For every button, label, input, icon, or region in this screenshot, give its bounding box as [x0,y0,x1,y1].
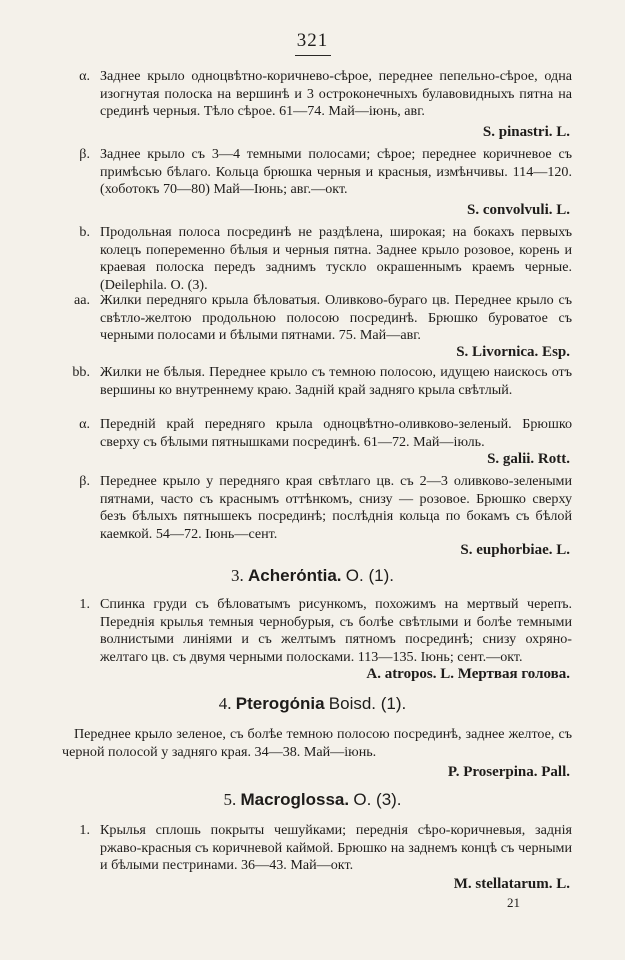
genus-author: Boisd. (1). [328,694,407,713]
key-entry-text: Передній край передняго крыла одноцвѣтно-оливково-зеленый. Брюшко сверху съ бѣлыми пятнышками посрединѣ. 61—72. Май—іюль. [100,416,572,450]
entry-marker: α. [79,68,90,84]
key-entry-text: Заднее крыло съ 3—4 темными полосами; сѣрое; переднее коричневое съ примѣсью бѣлаго. Кольца брюшка черныя и красныя, измѣнчивы. 114—120. (хоботокъ 70—80) Май—Іюнь; авг.—окт. [100,146,572,198]
species-name: P. Proserpina. Pall. [447,764,570,780]
genus-name: Acherόntia. [248,566,342,585]
entry-marker: β. [79,473,90,489]
genus-number: 3. [231,566,244,585]
key-entry-text: Крылья сплошь покрыты чешуйками; переднія сѣро-коричневыя, заднія ржаво-красныя съ коричневой каймой. Брюшко на заднемъ концѣ съ черными и бѣлыми пестринами. 36—43. Май—окт. [100,822,572,874]
genus-number: 5. [223,790,237,809]
species-name: S. convolvuli. L. [467,202,570,218]
genus-author: O. (1). [345,566,394,585]
genus-name: Pterogόnia [235,694,325,713]
genus-number: 4. [218,694,232,713]
entry-marker: α. [79,416,90,432]
genus-heading [0,790,625,810]
genus-author: O. (3). [353,790,402,809]
entry-marker: bb. [72,364,90,380]
species-name: S. Livornica. Esp. [456,344,570,360]
key-entry-text: Продольная полоса посрединѣ не раздѣлена, широкая; на бокахъ первыхъ колецъ попеременно бѣлыя и черныя пятна. Заднее крыло розовое, корень и краевая полоска передъ заднимъ тускло окрашеннымъ краемъ черные. (Deilephila. O. (3). [100,224,572,293]
key-entry-text: Жилки передняго крыла бѣловатыя. Оливково-бураго цв. Переднее крыло съ свѣтло-желтою продольною полосою посрединѣ. Брюшко буроватое съ черными полосами и бѣлыми пятнами. 75. Май—авг. [100,292,572,344]
key-entry-text: Переднее крыло зеленое, съ болѣе темною полосою посрединѣ, заднее желтое, съ черной полосой у задняго края. 34—38. Май—іюнь. [62,726,572,760]
species-name: A. atropos. L. Мертвая голова. [366,666,570,682]
key-entry-text: Заднее крыло одноцвѣтно-коричнево-сѣрое, переднее пепельно-сѣрое, одна изогнутая полоска на вершинѣ и 3 остроконечныхъ булавовидныхъ пятна на срединѣ черныя. Тѣло сѣрое. 61—74. Май—іюнь, авг. [100,68,572,120]
species-name: S. pinastri. L. [482,124,570,140]
genus-name: Macroglossa. [240,790,350,809]
key-entry-text: Спинка груди съ бѣловатымъ рисункомъ, похожимъ на мертвый черепъ. Переднія крылья темныя чернобурыя, съ болѣе свѣтлыми и болѣе темными волнистыми линіями и съ желтымъ пятномъ посрединѣ; снизу охряно-желтаго цв. съ двумя черными полосками. 113—135. Іюнь; сент.—окт. [100,596,572,665]
entry-marker: 1. [79,596,90,612]
key-entry-text: Переднее крыло у передняго края свѣтлаго цв. съ 2—3 оливково-зелеными пятнами, часто съ краснымъ оттѣнкомъ, снизу — розовое. Брюшко сверху безъ бѣлыхъ пятнышекъ посрединѣ; послѣднія кольца по бокамъ съ бѣлой каемкой. 54—72. Іюнь—сент. [100,473,572,542]
entry-marker: β. [79,146,90,162]
key-entry-text: Жилки не бѣлыя. Переднее крыло съ темною полосою, идущею наискось отъ вершины ко внутреннему краю. Задній край задняго крыла свѣтлый. [100,364,572,398]
page-number: 321 [296,30,329,51]
entry-marker: b. [79,224,90,240]
species-name: M. stellatarum. L. [453,876,570,892]
species-name: S. euphorbiae. L. [460,542,570,558]
page-number-rule [295,55,331,56]
genus-heading [0,566,625,586]
genus-heading [0,694,625,714]
species-name: S. galii. Rott. [487,451,570,467]
entry-marker: aa. [73,292,90,308]
entry-marker: 1. [79,822,90,838]
sheet-signature: 21 [507,895,520,910]
